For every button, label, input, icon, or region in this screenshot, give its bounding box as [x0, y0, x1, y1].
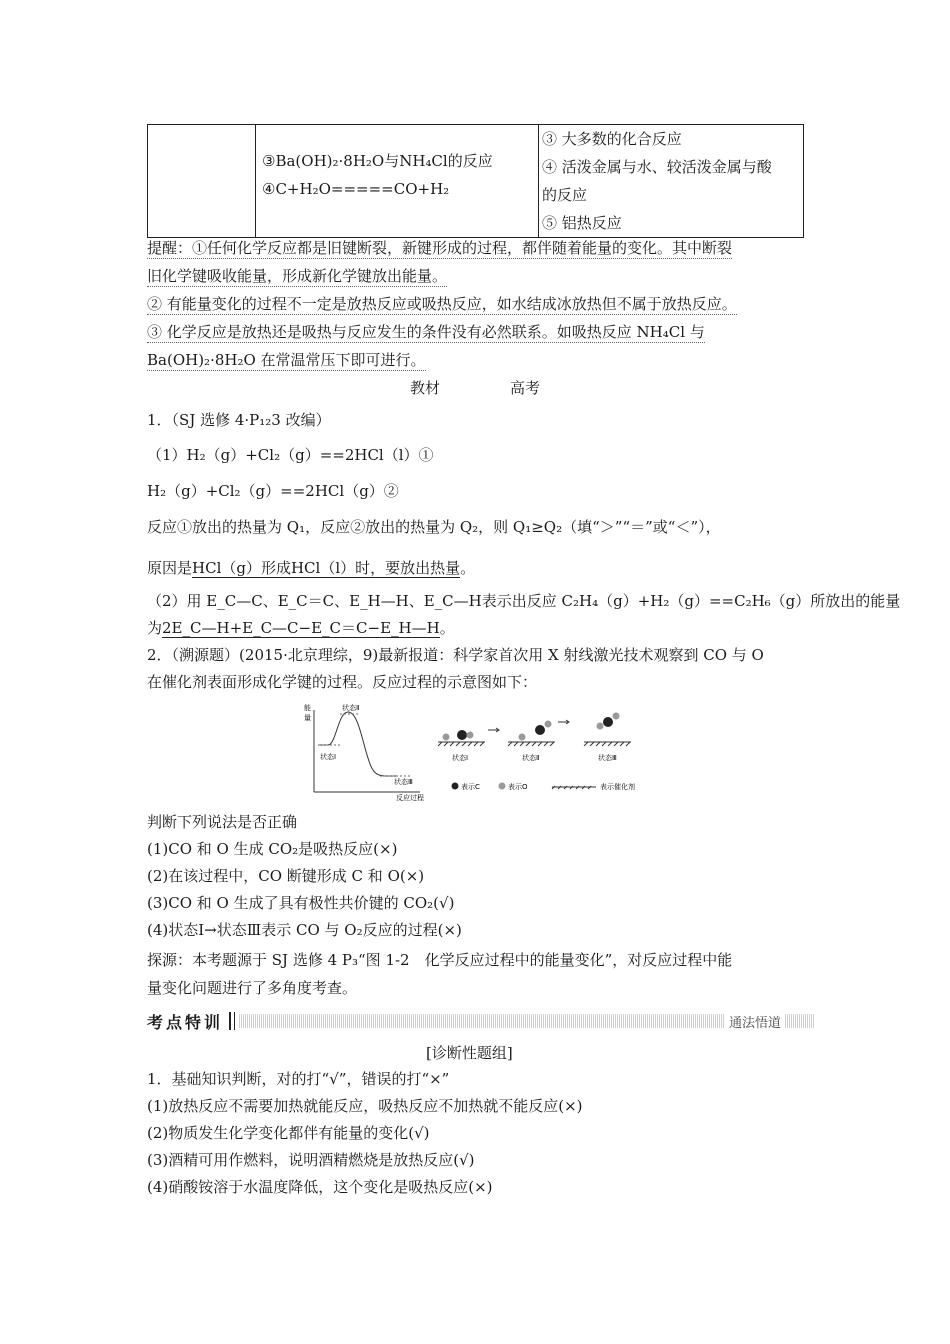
section2-item: (4)硝酸铵溶于水温度降低，这个变化是吸热反应(×): [147, 1178, 493, 1196]
y-axis-label-a: 能: [304, 704, 311, 712]
state3-caption: 状态Ⅲ: [598, 754, 617, 762]
table-cell-empty: [148, 125, 256, 238]
legend-c: 表示C: [461, 783, 480, 791]
figure-legend: [452, 782, 636, 791]
state2-label: 状态Ⅱ: [342, 704, 360, 712]
q1-part2-answer: [147, 618, 455, 638]
table-item: ⑤ 铝热反应: [542, 214, 622, 232]
state2-scene: [508, 720, 569, 762]
state3-label: 状态Ⅲ: [394, 778, 413, 786]
table-item: ③ 大多数的化合反应: [542, 130, 682, 148]
q2-item: (3)CO 和 O 生成了具有极性共价键的 CO₂(√): [147, 894, 455, 912]
q1-eq2: H₂（g）+Cl₂（g）==2HCl（g）②: [147, 482, 399, 500]
reminder-line: Ba(OH)₂·8H₂O 在常温常压下即可进行。: [147, 351, 426, 369]
table-item: ③Ba(OH)₂·8H₂O与NH₄Cl的反应: [262, 152, 493, 170]
q1-question: 反应①放出的热量为 Q₁，反应②放出的热量为 Q₂，则 Q₁≥Q₂（填“＞”“＝”或“＜”），: [147, 518, 721, 536]
q2-source: 探源：本考题源于 SJ 选修 4 P₃“图 1-2 化学反应过程中的能量变化”，对反应过程中能: [147, 951, 733, 969]
section2-item: (1)放热反应不需要加热就能反应，吸热反应不加热就不能反应(×): [147, 1097, 583, 1115]
state3-scene: [584, 713, 631, 763]
reminder-line: 提醒：①任何化学反应都是旧键断裂，新键形成的过程，都伴随着能量的变化。其中断裂: [147, 239, 733, 257]
q2-line2: 在催化剂表面形成化学键的过程。反应过程的示意图如下：: [147, 673, 538, 691]
q1-reason: [147, 558, 475, 578]
q2-line1: 2．（溯源题）(2015·北京理综，9)最新报道：科学家首次用 X 射线激光技术观察到 CO 与 O: [147, 646, 764, 664]
reminder-line: ③ 化学反应是放热还是吸热与反应发生的条件没有必然联系。如吸热反应 NH₄Cl 与: [147, 323, 705, 341]
section2-intro: 1．基础知识判断，对的打“√”，错误的打“×”: [147, 1070, 450, 1088]
q1-part2-ans: 2E_C—H+E_C—C−E_C＝C−E_H—H: [162, 619, 440, 637]
section-heading-left: 教材: [410, 379, 441, 397]
section2-item: (3)酒精可用作燃料，说明酒精燃烧是放热反应(√): [147, 1151, 475, 1169]
reminder-line: 旧化学键吸收能量，形成新化学键放出能量。: [147, 267, 448, 285]
table-item: ④C+H₂O=====CO+H₂: [262, 180, 450, 198]
q1-head: 1．（SJ 选修 4·P₁₂3 改编）: [147, 411, 331, 429]
state2-caption: 状态Ⅱ: [522, 754, 540, 762]
section2-item: (2)物质发生化学变化都伴有能量的变化(√): [147, 1124, 430, 1142]
q1-reason-suffix: 。: [460, 559, 476, 577]
reminder-line: ② 有能量变化的过程不一定是放热反应或吸热反应，如水结成冰放热但不属于放热反应。: [147, 295, 737, 313]
q2-item: (4)状态Ⅰ→状态Ⅲ表示 CO 与 O₂反应的过程(×): [147, 921, 462, 939]
section-divider: [229, 1012, 235, 1030]
q2-judge: 判断下列说法是否正确: [147, 813, 298, 831]
reaction-energy-figure: [300, 700, 680, 802]
group-title: [诊断性题组]: [426, 1044, 513, 1062]
legend-o: 表示O: [508, 783, 528, 791]
section-tag: 通法悟道: [725, 1012, 785, 1031]
q1-part2: （2）用 E_C—C、E_C＝C、E_H—H、E_C—H表示出反应 C₂H₄（g）+H₂（g）==C₂H₆（g）所放出的能量: [147, 592, 901, 610]
q1-reason-prefix: 原因是: [147, 559, 193, 577]
section-title: 考点特训: [147, 1013, 224, 1032]
reaction-table: [147, 124, 804, 238]
legend-catalyst: 表示催化剂: [600, 783, 635, 791]
state1-label: 状态Ⅰ: [320, 753, 337, 761]
table-item: ④ 活泼金属与水、较活泼金属与酸: [542, 158, 772, 176]
q1-eq1: （1）H₂（g）+Cl₂（g）==2HCl（l）①: [147, 446, 434, 464]
state1-caption: 状态Ⅰ: [452, 754, 469, 762]
table-cell-exothermic: [539, 125, 804, 238]
table-item: 的反应: [542, 186, 588, 204]
q1-part2-prefix: 为: [147, 619, 163, 637]
q1-part2-suffix: 。: [439, 619, 455, 637]
q2-item: (2)在该过程中，CO 断键形成 C 和 O(×): [147, 867, 425, 885]
energy-diagram: [304, 703, 424, 802]
q2-item: (1)CO 和 O 生成 CO₂是吸热反应(×): [147, 840, 398, 858]
x-axis-label: 反应过程: [396, 794, 424, 802]
y-axis-label-b: 量: [304, 714, 311, 722]
section-heading-right: 高考: [510, 379, 541, 397]
state1-scene: [438, 728, 499, 762]
table-cell-endothermic: [256, 125, 539, 238]
q2-source: 量变化问题进行了多角度考查。: [147, 979, 358, 997]
q1-reason-answer: HCl（g）形成HCl（l）时，要放出热量: [192, 559, 461, 577]
section-header-bar: [147, 1012, 815, 1030]
